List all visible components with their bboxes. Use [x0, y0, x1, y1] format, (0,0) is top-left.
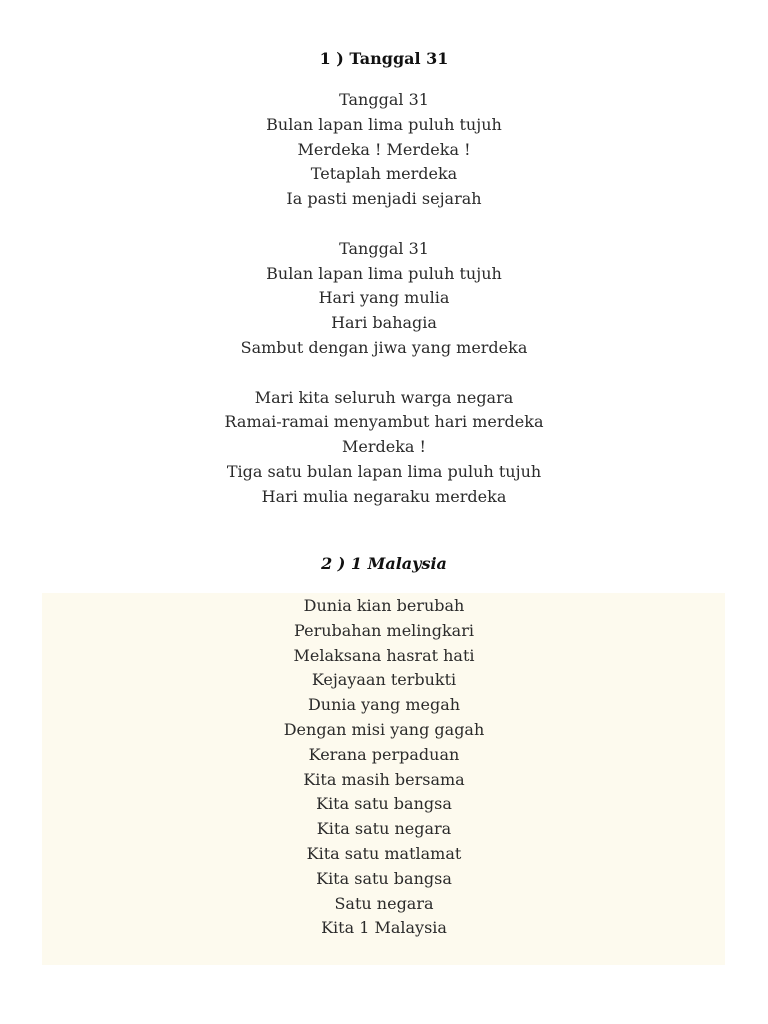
stanza-gap	[0, 361, 768, 386]
poem-1-line: Merdeka !	[342, 437, 426, 457]
poem-2-lyrics	[0, 594, 768, 941]
poem-2-line: Dengan misi yang gagah	[283, 719, 485, 739]
poem-1-line: Sambut dengan jiwa yang merdeka	[240, 337, 528, 357]
poem-2-line: Kita satu bangsa	[316, 794, 452, 814]
poem-2-line: Melaksana hasrat hati	[293, 645, 475, 665]
poem-2-title: 2 ) 1 Malaysia	[321, 554, 447, 573]
poem-1-line: Merdeka ! Merdeka !	[297, 139, 471, 159]
poem-1-title: 1 ) Tanggal 31	[319, 49, 449, 68]
poem-1-line: Tanggal 31	[339, 238, 429, 258]
poem-2-line: Dunia kian berubah	[303, 596, 465, 615]
poem-1-line: Tiga satu bulan lapan lima puluh tujuh	[226, 461, 542, 481]
poem-2-line: Kita 1 Malaysia	[321, 918, 447, 938]
poem-2-line: Perubahan melingkari	[294, 620, 474, 640]
poem-2-line: Kita satu negara	[316, 819, 452, 839]
poem-1-lyrics	[0, 88, 768, 510]
poem-2-line: Kita satu matlamat	[306, 843, 462, 863]
poem-1-line: Hari mulia negaraku merdeka	[261, 486, 507, 506]
poem-2-line: Kita satu bangsa	[316, 868, 452, 888]
poem-1-line: Ramai-ramai menyambut hari merdeka	[224, 412, 544, 432]
poem-1-line: Bulan lapan lima puluh tujuh	[266, 263, 502, 283]
poem-1-line: Mari kita seluruh warga negara	[254, 387, 514, 407]
poem-1-line: Hari bahagia	[331, 313, 437, 333]
poem-2-line: Satu negara	[334, 893, 434, 913]
poem-2-line: Kita masih bersama	[303, 769, 465, 789]
stanza-gap	[0, 212, 768, 237]
poem-2-line: Kerana perpaduan	[308, 744, 460, 764]
poem-1-line: Tetaplah merdeka	[310, 164, 458, 184]
poem-1-line: Tanggal 31	[339, 90, 429, 109]
poem-1-line: Bulan lapan lima puluh tujuh	[266, 114, 502, 134]
poem-1-line: Hari yang mulia	[318, 288, 450, 308]
poem-1-line: Ia pasti menjadi sejarah	[286, 189, 482, 209]
poem-2-line: Dunia yang megah	[307, 695, 461, 715]
poem-2-line: Kejayaan terbukti	[311, 670, 457, 690]
